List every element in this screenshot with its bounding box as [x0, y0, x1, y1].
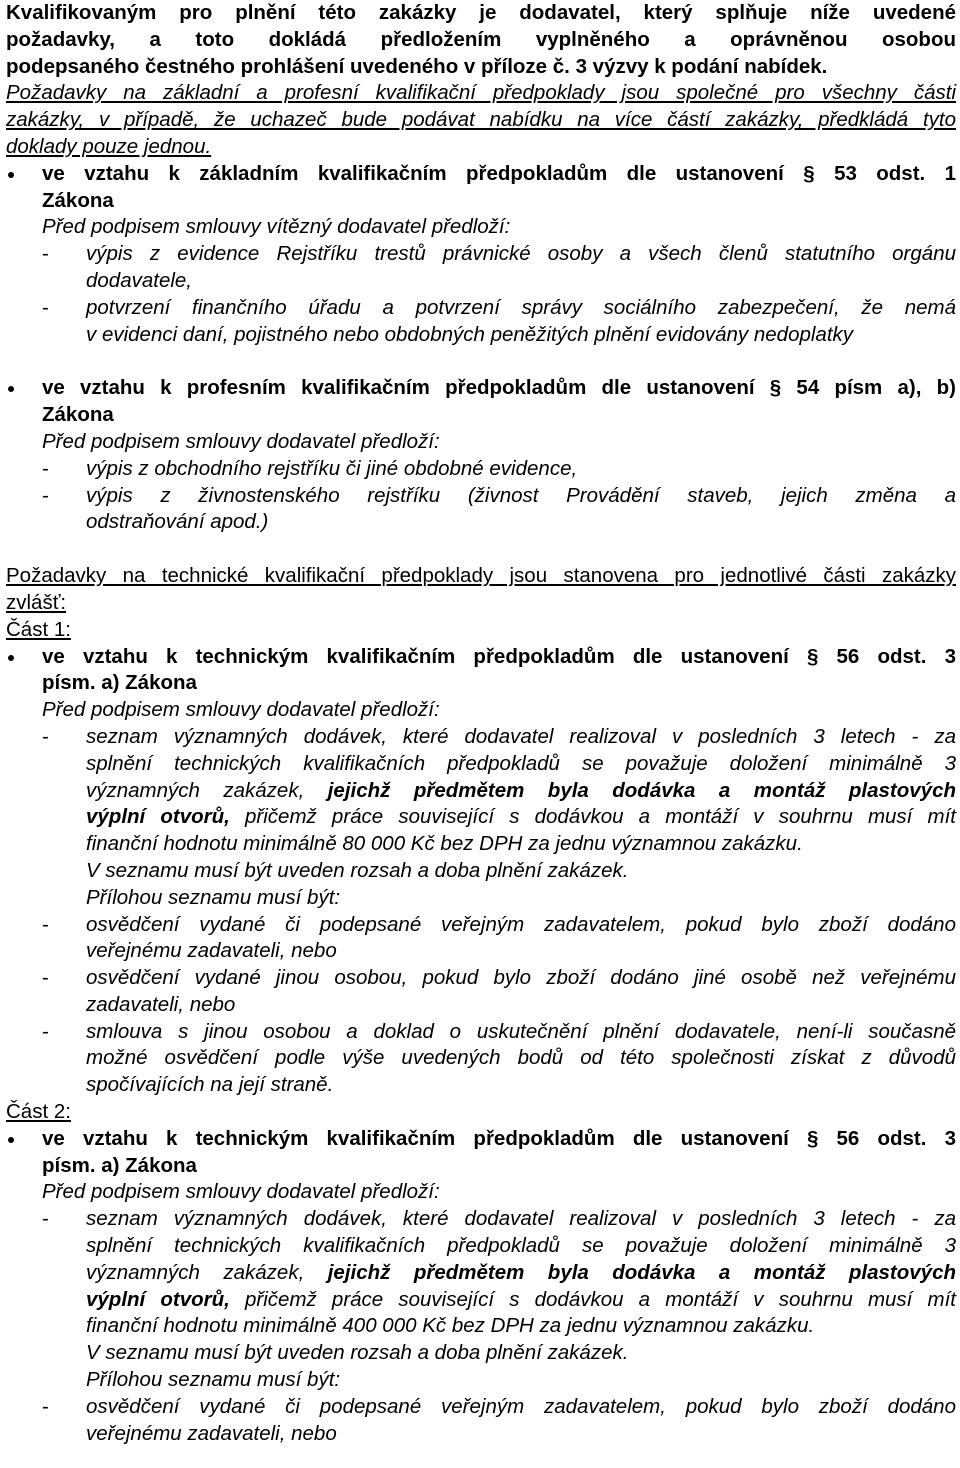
dash-marker: -: [42, 912, 49, 936]
paragraph-symbol: §: [769, 376, 782, 400]
section-54-lead: Před podpisem smlouvy dodavatel předloží:: [42, 429, 440, 453]
section-53-lead: Před podpisem smlouvy vítězný dodavatel předloží:: [42, 215, 511, 239]
dash-marker: -: [42, 456, 49, 480]
attachment-lead: Přílohou seznamu musí být:: [86, 885, 341, 909]
spacer: [6, 536, 956, 563]
section-54-heading: ve vztahu k profesním kvalifikačním předpokladům dle ustanovení § 54 písm a), b): [6, 375, 956, 402]
list-item: - výpis z evidence Rejstříku trestů právnické osoby a všech členů statutního orgánu: [6, 241, 956, 268]
part-2-lead: Před podpisem smlouvy dodavatel předloží:: [42, 1180, 440, 1204]
list-item-cont: finanční hodnotu minimálně 400 000 Kč bez DPH za jednu významnou zakázku.: [86, 1314, 815, 1338]
list-item-cont: zadavateli, nebo: [86, 992, 236, 1016]
dash-marker: -: [42, 295, 49, 319]
basic-requirements-paragraph: [6, 80, 956, 160]
list-item: - výpis z živnostenského rejstříku (živnost Provádění staveb, jejich změna a: [6, 483, 956, 510]
paragraph-symbol: §: [806, 1126, 819, 1150]
dash-marker: -: [42, 1019, 49, 1043]
section-53-heading-cont: Zákona: [42, 188, 114, 212]
list-item-cont: významných zakázek, jejichž předmětem byla dodávka a montáž plastových: [86, 778, 957, 802]
list-item-cont: veřejnému zadavateli, nebo: [86, 939, 337, 963]
list-item-cont: významných zakázek, jejichž předmětem byla dodávka a montáž plastových: [86, 1260, 957, 1284]
list-item: - osvědčení vydané jinou osobou, pokud bylo zboží dodáno jiné osobě než veřejnému: [6, 965, 956, 992]
basic-line: Požadavky na základní a profesní kvalifikační předpoklady jsou společné pro všechny části: [6, 81, 956, 105]
technical-requirements-paragraph: [6, 563, 956, 617]
paragraph-symbol: §: [803, 161, 815, 185]
list-item-cont: splnění technických kvalifikačních předpokladů se považuje doložení minimálně 3: [86, 1234, 956, 1258]
technical-line: zvlášť:: [6, 590, 67, 614]
list-item-cont: možné osvědčení podle výše uvedených bodů od této společnosti získat z důvodů: [86, 1046, 956, 1070]
technical-line: Požadavky na technické kvalifikační předpoklady jsou stanovena pro jednotlivé části zakázky: [6, 564, 956, 588]
part-1-heading-cont: písm. a) Zákona: [42, 671, 197, 695]
dash-marker: -: [42, 1207, 49, 1231]
list-item: - potvrzení finančního úřadu a potvrzení správy sociálního zabezpečení, že nemá: [6, 295, 956, 322]
list-item-cont: veřejnému zadavateli, nebo: [86, 1421, 337, 1445]
section-53-heading: ve vztahu k základním kvalifikačním předpokladům dle ustanovení § 53 odst. 1: [6, 161, 956, 188]
list-item-cont: výplní otvorů, přičemž práce související s dodávkou a montáží v souhrnu musí mít: [86, 1287, 956, 1311]
list-item: - osvědčení vydané či podepsané veřejným zadavatelem, pokud bylo zboží dodáno: [6, 912, 956, 939]
list-item: - seznam významných dodávek, které dodavatel realizoval v posledních 3 letech - za: [6, 1206, 956, 1233]
part-2-heading-cont: písm. a) Zákona: [42, 1153, 197, 1177]
intro-paragraph: [6, 0, 956, 80]
dash-marker: -: [42, 724, 49, 748]
dash-marker: -: [42, 1394, 49, 1418]
intro-line: podepsaného čestného prohlášení uvedeného v příloze č. 3 výzvy k podání nabídek.: [6, 54, 828, 78]
section-54-heading-cont: Zákona: [42, 403, 114, 427]
list-item-cont: V seznamu musí být uveden rozsah a doba plnění zakázek.: [86, 1341, 629, 1365]
part-2-heading: ve vztahu k technickým kvalifikačním předpokladům dle ustanovení § 56 odst. 3: [6, 1126, 956, 1153]
list-item-cont: v evidenci daní, pojistného nebo obdobných peněžitých plnění evidovány nedoplatky: [86, 322, 854, 346]
list-item-cont: V seznamu musí být uveden rozsah a doba plnění zakázek.: [86, 858, 629, 882]
section-53: [6, 161, 956, 349]
basic-line: zakázky, v případě, že uchazeč bude podávat nabídku na více částí zakázky, předkládá tyto: [6, 108, 956, 132]
list-item: - osvědčení vydané či podepsané veřejným zadavatelem, pokud bylo zboží dodáno: [6, 1394, 956, 1421]
part-1: [6, 617, 956, 1099]
list-item-cont: finanční hodnotu minimálně 80 000 Kč bez DPH za jednu významnou zakázku.: [86, 832, 803, 856]
dash-marker: -: [42, 483, 49, 507]
part-1-label: Část 1:: [6, 617, 71, 641]
paragraph-symbol: §: [806, 644, 819, 668]
list-item-cont: spočívajících na její straně.: [86, 1073, 334, 1097]
part-1-lead: Před podpisem smlouvy dodavatel předloží:: [42, 698, 440, 722]
list-item: - smlouva s jinou osobou a doklad o uskutečnění plnění dodavatele, není-li současně: [6, 1019, 956, 1046]
spacer: [6, 348, 956, 375]
list-item: - seznam významných dodávek, které dodavatel realizoval v posledních 3 letech - za: [6, 724, 956, 751]
intro-line: Kvalifikovaným pro plnění této zakázky je dodavatel, který splňuje níže uvedené: [6, 1, 956, 24]
list-item-cont: odstraňování apod.): [86, 510, 269, 534]
list-item-cont: splnění technických kvalifikačních předpokladů se považuje doložení minimálně 3: [86, 751, 956, 775]
basic-line: doklady pouze jednou.: [6, 134, 212, 158]
list-item: - výpis z obchodního rejstříku či jiné obdobné evidence,: [6, 456, 956, 483]
dash-marker: -: [42, 966, 49, 990]
attachment-lead: Přílohou seznamu musí být:: [86, 1368, 341, 1392]
part-2: [6, 1099, 956, 1447]
section-54: [6, 375, 956, 536]
dash-marker: -: [42, 242, 49, 266]
intro-line: požadavky, a toto dokládá předložením vyplněného a oprávněnou osobou: [6, 27, 956, 51]
part-1-heading: ve vztahu k technickým kvalifikačním předpokladům dle ustanovení § 56 odst. 3: [6, 644, 956, 671]
part-2-label: Část 2:: [6, 1100, 71, 1124]
list-item-cont: výplní otvorů, přičemž práce související s dodávkou a montáží v souhrnu musí mít: [86, 805, 956, 829]
list-item-cont: dodavatele,: [86, 268, 193, 292]
